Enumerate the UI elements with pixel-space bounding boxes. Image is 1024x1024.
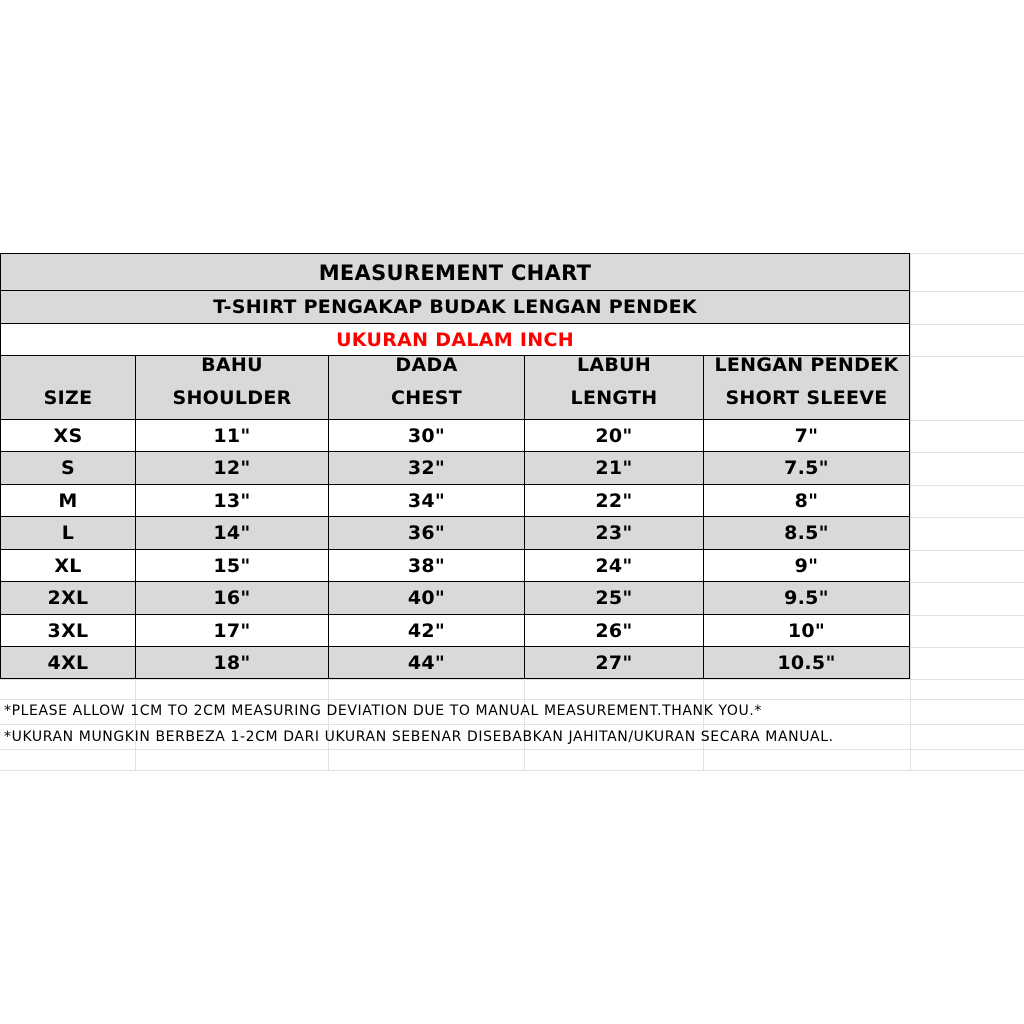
cell-sleeve — [703, 485, 910, 517]
cell-value: 15" — [213, 554, 251, 577]
cell-value: 8" — [794, 489, 819, 512]
cell-length — [524, 550, 703, 582]
column-header-line2: LENGTH — [570, 387, 658, 409]
column-header-chest — [328, 356, 524, 420]
cell-sleeve — [703, 582, 910, 615]
cell-value: 22" — [595, 489, 633, 512]
cell-value: XL — [54, 554, 82, 577]
cell-chest — [328, 582, 524, 615]
cell-value: 7" — [794, 424, 819, 447]
cell-value: 13" — [213, 489, 251, 512]
cell-value: 18" — [213, 651, 251, 674]
cell-shoulder — [135, 647, 328, 679]
cell-sleeve — [703, 517, 910, 550]
unit-note-text: UKURAN DALAM INCH — [336, 328, 574, 351]
cell-value: 17" — [213, 619, 251, 642]
cell-value: 10.5" — [777, 651, 836, 674]
cell-length — [524, 517, 703, 550]
cell-sleeve — [703, 647, 910, 679]
cell-value: 14" — [213, 522, 251, 544]
cell-length — [524, 582, 703, 615]
cell-shoulder — [135, 615, 328, 647]
cell-value: M — [58, 489, 78, 512]
gridline-horizontal — [0, 724, 1024, 725]
chart-subtitle — [0, 291, 910, 324]
cell-chest — [328, 517, 524, 550]
note-deviation-ms: *UKURAN MUNGKIN BERBEZA 1-2CM DARI UKURAN SEBENAR DISEBABKAN JAHITAN/UKURAN SECARA MANUAL. — [4, 729, 834, 745]
cell-shoulder — [135, 550, 328, 582]
cell-value: 9" — [794, 554, 819, 577]
column-header-line2: CHEST — [391, 387, 462, 409]
cell-shoulder — [135, 517, 328, 550]
cell-value: 25" — [595, 587, 633, 609]
cell-length — [524, 485, 703, 517]
column-header-line1: LABUH — [576, 354, 652, 376]
column-header-line2: SIZE — [43, 387, 93, 409]
chart-subtitle-text: T-SHIRT PENGAKAP BUDAK LENGAN PENDEK — [213, 296, 697, 318]
cell-shoulder — [135, 485, 328, 517]
cell-value: 26" — [595, 619, 633, 642]
cell-value: 23" — [595, 522, 633, 544]
cell-value: L — [61, 522, 75, 544]
cell-chest — [328, 485, 524, 517]
gridline-vertical — [135, 679, 136, 770]
cell-value: 20" — [595, 424, 633, 447]
cell-chest — [328, 647, 524, 679]
cell-size — [0, 550, 135, 582]
column-header-line2: SHOULDER — [172, 387, 292, 409]
cell-value: 8.5" — [784, 522, 829, 544]
column-header-line1: BAHU — [201, 354, 263, 376]
gridline-horizontal — [0, 679, 1024, 680]
gridline-horizontal — [0, 699, 1024, 700]
cell-value: 9.5" — [784, 587, 829, 609]
cell-chest — [328, 615, 524, 647]
cell-value: 36" — [407, 522, 446, 544]
cell-value: XS — [53, 424, 83, 447]
cell-value: 38" — [407, 554, 446, 577]
cell-value: 42" — [407, 619, 446, 642]
cell-sleeve — [703, 420, 910, 452]
cell-value: 30" — [407, 424, 446, 447]
chart-title — [0, 253, 910, 291]
cell-size — [0, 485, 135, 517]
cell-value: 24" — [595, 554, 633, 577]
chart-title-text: MEASUREMENT CHART — [318, 261, 592, 285]
cell-value: 11" — [213, 424, 251, 447]
cell-shoulder — [135, 452, 328, 485]
column-header-line2: SHORT SLEEVE — [725, 387, 888, 409]
cell-value: 32" — [407, 457, 446, 479]
cell-length — [524, 452, 703, 485]
cell-value: 44" — [407, 651, 446, 674]
column-header-size — [0, 356, 135, 420]
gridline-vertical — [524, 679, 525, 770]
gridline-horizontal — [0, 749, 1024, 750]
cell-sleeve — [703, 550, 910, 582]
cell-size — [0, 420, 135, 452]
cell-size — [0, 615, 135, 647]
cell-value: S — [61, 457, 75, 479]
cell-sleeve — [703, 452, 910, 485]
cell-sleeve — [703, 615, 910, 647]
cell-size — [0, 582, 135, 615]
cell-size — [0, 452, 135, 485]
cell-length — [524, 615, 703, 647]
measurement-sheet — [0, 253, 1024, 770]
cell-value: 4XL — [47, 651, 89, 674]
cell-chest — [328, 452, 524, 485]
column-header-line1: DADA — [395, 354, 458, 376]
cell-length — [524, 647, 703, 679]
cell-value: 2XL — [47, 587, 89, 609]
cell-size — [0, 647, 135, 679]
gridline-vertical — [910, 253, 911, 770]
column-header-sleeve — [703, 356, 910, 420]
cell-size — [0, 517, 135, 550]
cell-value: 10" — [787, 619, 826, 642]
cell-value: 12" — [213, 457, 251, 479]
cell-value: 34" — [407, 489, 446, 512]
cell-value: 40" — [407, 587, 446, 609]
column-header-length — [524, 356, 703, 420]
column-header-shoulder — [135, 356, 328, 420]
cell-length — [524, 420, 703, 452]
note-deviation-en: *PLEASE ALLOW 1CM TO 2CM MEASURING DEVIATION DUE TO MANUAL MEASUREMENT.THANK YOU.* — [4, 703, 762, 719]
cell-chest — [328, 550, 524, 582]
cell-value: 7.5" — [784, 457, 829, 479]
gridline-vertical — [328, 679, 329, 770]
column-header-line1: LENGAN PENDEK — [714, 354, 899, 376]
cell-value: 21" — [595, 457, 633, 479]
cell-chest — [328, 420, 524, 452]
cell-value: 27" — [595, 651, 633, 674]
cell-shoulder — [135, 420, 328, 452]
cell-value: 16" — [213, 587, 251, 609]
cell-value: 3XL — [47, 619, 89, 642]
cell-shoulder — [135, 582, 328, 615]
gridline-horizontal — [0, 770, 1024, 771]
gridline-vertical — [703, 679, 704, 770]
